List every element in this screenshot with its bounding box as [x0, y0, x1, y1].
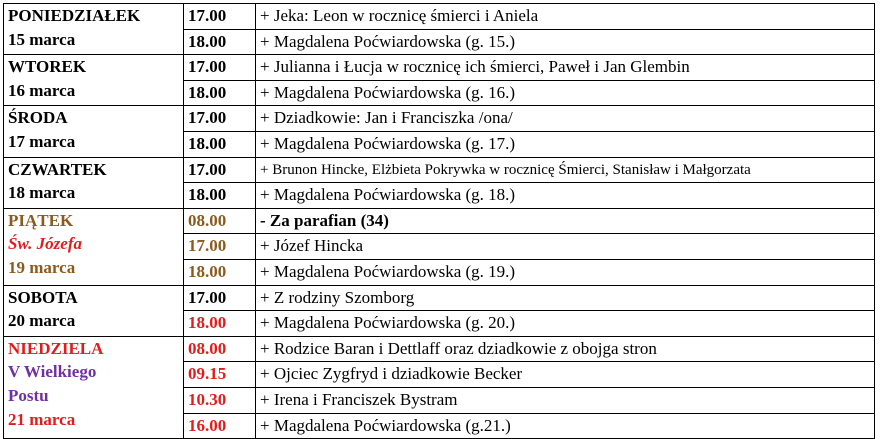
table-row: [4, 157, 875, 183]
intention-text: + Józef Hincka: [260, 236, 364, 256]
intention-text: + Julianna i Łucja w rocznicę ich śmierci, Paweł i Jan Glembin: [260, 57, 690, 77]
day-date: 16 marca: [8, 80, 76, 100]
liturgical-name: V Wielkiego: [8, 362, 97, 382]
day-date: 20 marca: [8, 311, 76, 331]
time-text: 17.00: [188, 236, 227, 256]
mass-intention: [256, 80, 875, 106]
intention-text: + Magdalena Poćwiardowska (g. 19.): [260, 261, 516, 281]
mass-intention: [256, 157, 875, 183]
day-date: 17 marca: [8, 131, 76, 151]
mass-time: [184, 4, 256, 30]
mass-time: [184, 208, 256, 234]
mass-intention: [256, 259, 875, 285]
time-text: 10.30: [188, 389, 227, 409]
table-row: [4, 336, 875, 362]
time-text: 17.00: [188, 287, 227, 307]
intention-text: + Ojciec Zygfryd i dziadkowie Becker: [260, 364, 523, 384]
intention-text: + Magdalena Poćwiardowska (g. 17.): [260, 133, 516, 153]
day-name: ŚRODA: [8, 108, 68, 128]
table-row: [4, 285, 875, 311]
intention-text: - Za parafian (34): [260, 210, 389, 230]
mass-intention: [256, 183, 875, 209]
mass-intention: [256, 336, 875, 362]
mass-time: [184, 55, 256, 81]
day-name: SOBOTA: [8, 287, 78, 307]
liturgical-name-cont: Postu: [8, 385, 49, 405]
mass-intention: [256, 106, 875, 132]
mass-intention: [256, 4, 875, 30]
intention-text: + Magdalena Poćwiardowska (g. 18.): [260, 185, 516, 205]
day-cell: [4, 336, 184, 438]
day-name: PIĄTEK: [8, 210, 74, 230]
time-text: 17.00: [188, 159, 227, 179]
mass-intention: [256, 362, 875, 388]
mass-time: [184, 80, 256, 106]
mass-time: [184, 234, 256, 260]
time-text: 18.00: [188, 133, 227, 153]
mass-intention: [256, 285, 875, 311]
time-text: 17.00: [188, 108, 227, 128]
day-cell: [4, 285, 184, 336]
feast-name: Św. Józefa: [8, 234, 82, 254]
day-cell: [4, 106, 184, 157]
mass-intention: [256, 29, 875, 55]
day-name: PONIEDZIAŁEK: [8, 6, 141, 25]
time-text: 18.00: [188, 261, 227, 281]
day-cell: [4, 55, 184, 106]
mass-intention: [256, 234, 875, 260]
day-cell: [4, 208, 184, 285]
mass-intention: [256, 131, 875, 157]
day-date: 18 marca: [8, 183, 76, 203]
mass-time: [184, 336, 256, 362]
time-text: 18.00: [188, 185, 227, 205]
mass-time: [184, 106, 256, 132]
intention-text: + Brunon Hincke, Elżbieta Pokrywka w rocznicę Śmierci, Stanisław i Małgorzata: [260, 161, 751, 178]
intention-text: + Magdalena Poćwiardowska (g.21.): [260, 415, 511, 435]
time-text: 18.00: [188, 31, 227, 51]
mass-time: [184, 362, 256, 388]
time-text: 08.00: [188, 338, 227, 358]
intention-text: + Magdalena Poćwiardowska (g. 15.): [260, 31, 516, 51]
intention-text: + Magdalena Poćwiardowska (g. 20.): [260, 313, 516, 333]
day-date: 15 marca: [8, 29, 76, 49]
day-name: NIEDZIELA: [8, 338, 104, 358]
day-cell: [4, 157, 184, 208]
intention-text: + Dziadkowie: Jan i Franciszka /ona/: [260, 108, 513, 128]
mass-time: [184, 131, 256, 157]
intention-text: + Z rodziny Szomborg: [260, 287, 415, 307]
table-row: [4, 4, 875, 30]
mass-time: [184, 285, 256, 311]
mass-intention: [256, 387, 875, 413]
day-name: CZWARTEK: [8, 159, 107, 179]
intention-text: + Irena i Franciszek Bystram: [260, 389, 458, 409]
time-text: 18.00: [188, 82, 227, 102]
mass-time: [184, 29, 256, 55]
time-text: 09.15: [188, 364, 227, 384]
time-text: 17.00: [188, 6, 227, 25]
day-date: 19 marca: [8, 257, 76, 277]
day-name: WTOREK: [8, 57, 87, 77]
table-row: [4, 106, 875, 132]
time-text: 17.00: [188, 57, 227, 77]
mass-time: [184, 413, 256, 439]
mass-time: [184, 387, 256, 413]
mass-intention: [256, 413, 875, 439]
day-date: 21 marca: [8, 409, 76, 429]
table-row: [4, 208, 875, 234]
table-row: [4, 55, 875, 81]
mass-time: [184, 259, 256, 285]
intention-text: + Rodzice Baran i Dettlaff oraz dziadkowie z obojga stron: [260, 338, 657, 358]
time-text: 08.00: [188, 210, 227, 230]
time-text: 16.00: [188, 415, 227, 435]
mass-time: [184, 183, 256, 209]
mass-time: [184, 157, 256, 183]
intention-text: + Jeka: Leon w rocznicę śmierci i Aniela: [260, 6, 539, 25]
mass-intention: [256, 55, 875, 81]
mass-intention: [256, 208, 875, 234]
intention-text: + Magdalena Poćwiardowska (g. 16.): [260, 82, 516, 102]
day-cell: [4, 4, 184, 55]
mass-schedule-table: [3, 3, 875, 439]
mass-intention: [256, 311, 875, 337]
mass-time: [184, 311, 256, 337]
time-text: 18.00: [188, 313, 227, 333]
